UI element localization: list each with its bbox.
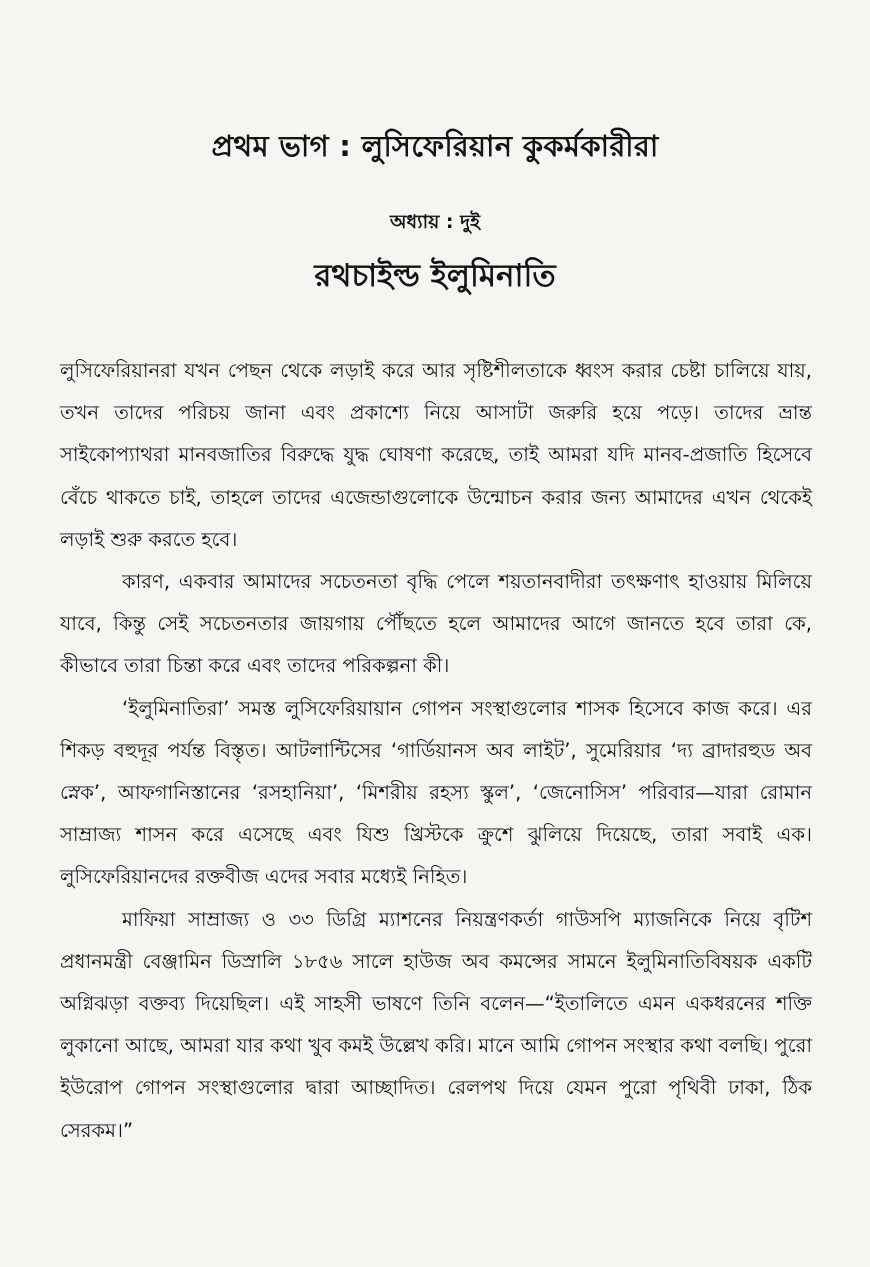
chapter-label: অধ্যায় : দুই [389, 211, 480, 233]
part-title: প্রথম ভাগ : লুসিফেরিয়ান কুকর্মকারীরা [211, 129, 659, 163]
paragraph: মাফিয়া সাম্রাজ্য ও ৩৩ ডিগ্রি ম্যাশনের নিয়ন্ত্রণকর্তা গাউসপি ম্যাজনিকে নিয়ে বৃটিশ প্রধানমন্ত্রী বেঞ্জামিন ডিস্রালি ১৮৫৬ সালে হাউজ অব কমন্সের সামনে ইলুমিনাতিবিষয়ক একটি অগ্নিঝড়া বক্তব্য দিয়েছিল। এই সাহসী ভাষণে তিনি বলেন—“ইতালিতে এমন একধরনের শক্তি লুকানো আছে, আমরা যার কথা খুব কমই উল্লেখ করি। মানে আমি গোপন সংস্থার কথা বলছি। পুরো ইউরোপ গোপন সংস্থাগুলোর দ্বারা আচ্ছাদিত। রেলপথ দিয়ে যেমন পুরো পৃথিবী ঢাকা, ঠিক সেরকম।” [60, 907, 812, 1142]
paragraph: ‘ইলুমিনাতিরা’ সমস্ত লুসিফেরিয়ায়ান গোপন সংস্থাগুলোর শাসক হিসেবে কাজ করে। এর শিকড় বহুদূর পর্যন্ত বিস্তৃত। আটলান্টিসের ‘গার্ডিয়ানস অব লাইট’, সুমেরিয়ার ‘দ্য ব্রাদারহুড অব স্নেক’, আফগানিস্তানের ‘রসহানিয়া’, ‘মিশরীয় রহস্য স্কুল’, ‘জেনোসিস’ পরিবার—যারা রোমান সাম্রাজ্য শাসন করে এসেছে এবং যিশু খ্রিস্টকে ক্রুশে ঝুলিয়ে দিয়েছে, তারা সবাই এক। লুসিফেরিয়ানদের রক্তবীজ এদের সবার মধ্যেই নিহিত। [60, 696, 812, 889]
chapter-title: রথচাইল্ড ইলুমিনাতি [314, 258, 556, 294]
paragraph: কারণ, একবার আমাদের সচেতনতা বৃদ্ধি পেলে শয়তানবাদীরা তৎক্ষণাৎ হাওয়ায় মিলিয়ে যাবে, কিন্তু সেই সচেতনতার জায়গায় পৌঁছতে হলে আমাদের আগে জানতে হবে তারা কে, কীভাবে তারা চিন্তা করে এবং তাদের পরিকল্পনা কী। [60, 570, 812, 678]
body-text [60, 350, 812, 1152]
paragraph: লুসিফেরিয়ানরা যখন পেছন থেকে লড়াই করে আর সৃষ্টিশীলতাকে ধ্বংস করার চেষ্টা চালিয়ে যায়, তখন তাদের পরিচয় জানা এবং প্রকাশ্যে নিয়ে আসাটা জরুরি হয়ে পড়ে। তাদের ভ্রান্ত সাইকোপ্যাথরা মানবজাতির বিরুদ্ধে যুদ্ধ ঘোষণা করেছে, তাই আমরা যদি মানব-প্রজাতি হিসেবে বেঁচে থাকতে চাই, তাহলে তাদের এজেন্ডাগুলোকে উন্মোচন করার জন্য আমাদের এখন থেকেই লড়াই শুরু করতে হবে। [60, 359, 812, 551]
